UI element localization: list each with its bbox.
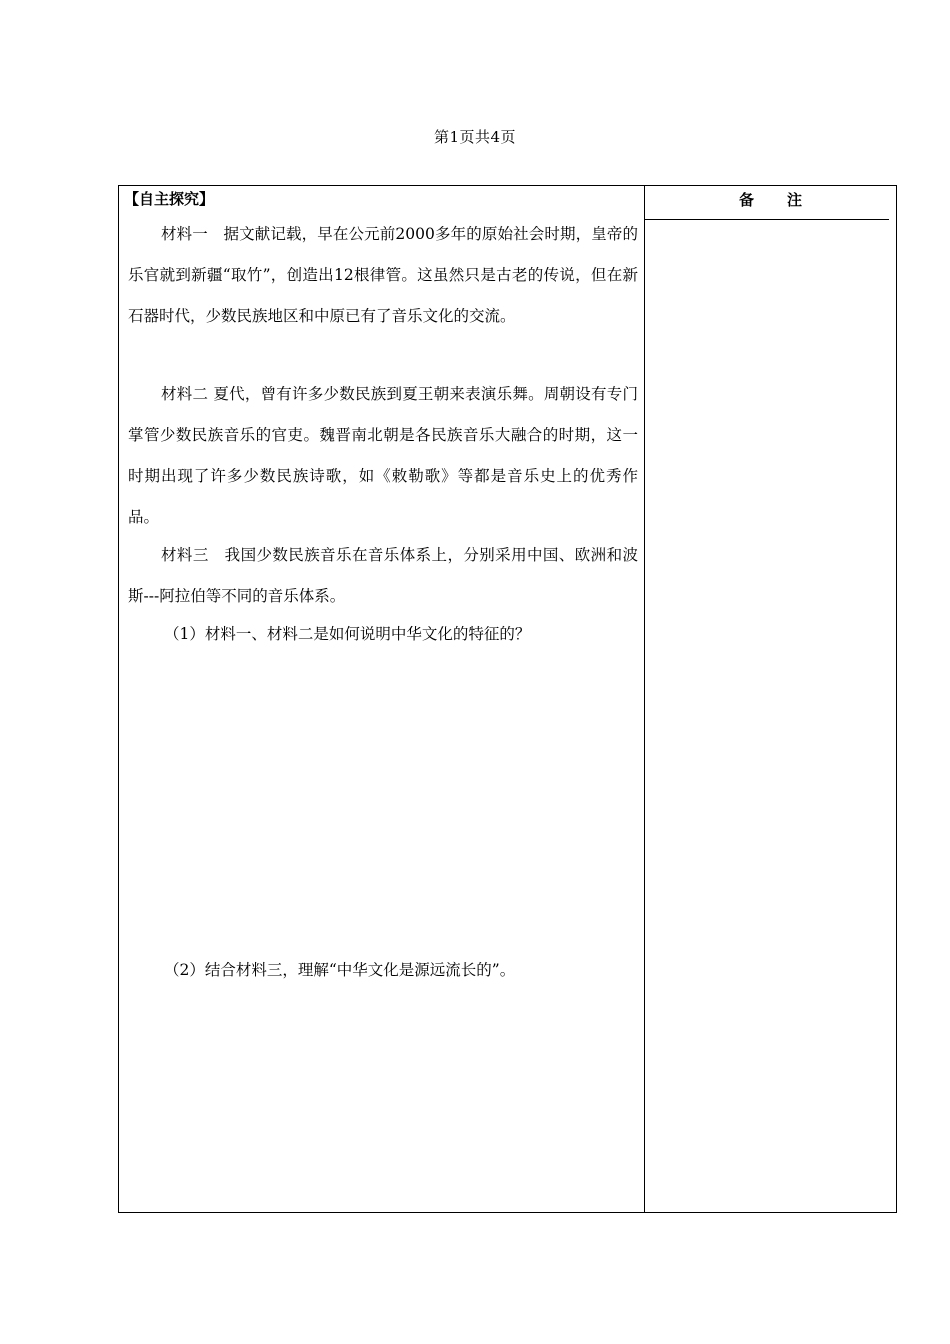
column-divider bbox=[644, 185, 645, 1213]
section-heading: 【自主探究】 bbox=[124, 190, 215, 208]
material-one-paragraph: 材料一 据文献记载，早在公元前2000多年的原始社会时期，皇帝的乐官就到新疆“取竹”，创造出12根律管。这虽然只是古老的传说，但在新石器时代，少数民族地区和中原已有了音乐文化的交流。 bbox=[128, 225, 638, 325]
question-one: （1）材料一、材料二是如何说明中华文化的特征的？ bbox=[164, 625, 531, 643]
question-two: （2）结合材料三，理解“中华文化是源远流长的”。 bbox=[164, 961, 516, 979]
worksheet-table bbox=[118, 185, 897, 1213]
material-three-paragraph: 材料三 我国少数民族音乐在音乐体系上，分别采用中国、欧洲和波斯---阿拉伯等不同的音乐体系。 bbox=[128, 546, 638, 605]
notes-heading: 备 注 bbox=[738, 191, 803, 209]
page-number-header: 第1页共4页 bbox=[433, 128, 517, 146]
material-two-paragraph: 材料二 夏代，曾有许多少数民族到夏王朝来表演乐舞。周朝设有专门掌管少数民族音乐的官吏。魏晋南北朝是各民族音乐大融合的时期，这一时期出现了许多少数民族诗歌，如《敕勒歌》等都是音乐史上的优秀作品。 bbox=[128, 385, 638, 526]
notes-heading-underline bbox=[645, 219, 889, 220]
